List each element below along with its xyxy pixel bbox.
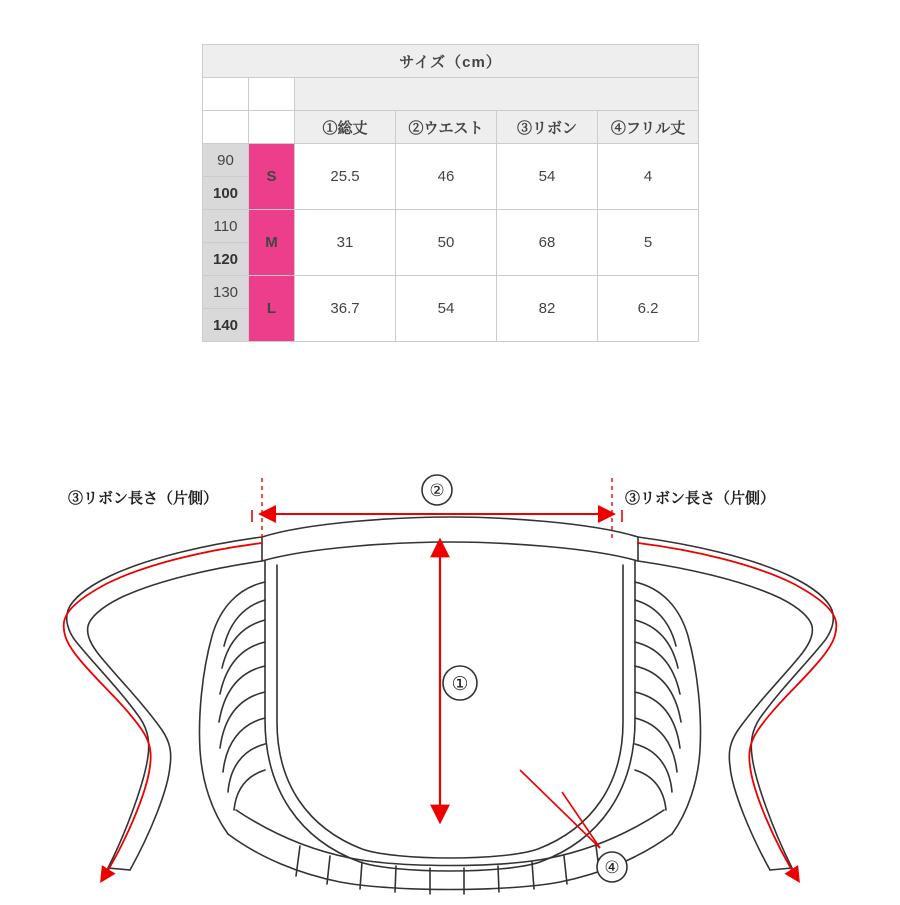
marker-length-label: ①	[451, 674, 469, 695]
ribbon-path-highlight	[64, 543, 837, 880]
marker-frill-label: ④	[604, 858, 620, 877]
table-row-title	[203, 45, 699, 78]
apron-outline	[67, 517, 834, 894]
spacer-cell-wide	[295, 78, 699, 111]
cell-frill-length: 4	[598, 144, 699, 210]
table-row-spacer	[203, 78, 699, 111]
table-row-header	[203, 111, 699, 144]
table-title: サイズ（cm）	[203, 45, 699, 78]
cell-ribbon: 54	[497, 144, 598, 210]
size-label: M	[249, 210, 295, 276]
label-ribbon-length-right: ③リボン長さ（片側）	[625, 490, 776, 507]
cell-ribbon: 68	[497, 210, 598, 276]
size-label: S	[249, 144, 295, 210]
table-row	[203, 276, 699, 309]
spacer-cell	[249, 78, 295, 111]
spacer-cell	[203, 78, 249, 111]
size-table-container	[202, 44, 698, 342]
height-cell: 120	[203, 243, 249, 276]
table-row	[203, 144, 699, 177]
cell-waist: 50	[396, 210, 497, 276]
cell-ribbon: 82	[497, 276, 598, 342]
cell-total-length: 31	[295, 210, 396, 276]
height-cell: 140	[203, 309, 249, 342]
marker-waist-label: ②	[429, 481, 445, 500]
header-blank-2	[249, 111, 295, 144]
column-header-ribbon: ③リボン	[497, 111, 598, 144]
header-blank-1	[203, 111, 249, 144]
column-header-frill-length: ④フリル丈	[598, 111, 699, 144]
size-table	[202, 44, 699, 342]
cell-frill-length: 5	[598, 210, 699, 276]
height-cell: 90	[203, 144, 249, 177]
cell-total-length: 36.7	[295, 276, 396, 342]
height-cell: 110	[203, 210, 249, 243]
measurement-guides	[252, 478, 622, 848]
label-ribbon-length-left: ③リボン長さ（片側）	[68, 490, 219, 507]
measurement-markers	[422, 475, 627, 882]
cell-waist: 54	[396, 276, 497, 342]
height-cell: 100	[203, 177, 249, 210]
cell-frill-length: 6.2	[598, 276, 699, 342]
column-header-total-length: ①総丈	[295, 111, 396, 144]
apron-measurement-diagram	[0, 430, 900, 900]
table-row	[203, 210, 699, 243]
height-cell: 130	[203, 276, 249, 309]
cell-waist: 46	[396, 144, 497, 210]
column-header-waist: ②ウエスト	[396, 111, 497, 144]
cell-total-length: 25.5	[295, 144, 396, 210]
size-label: L	[249, 276, 295, 342]
